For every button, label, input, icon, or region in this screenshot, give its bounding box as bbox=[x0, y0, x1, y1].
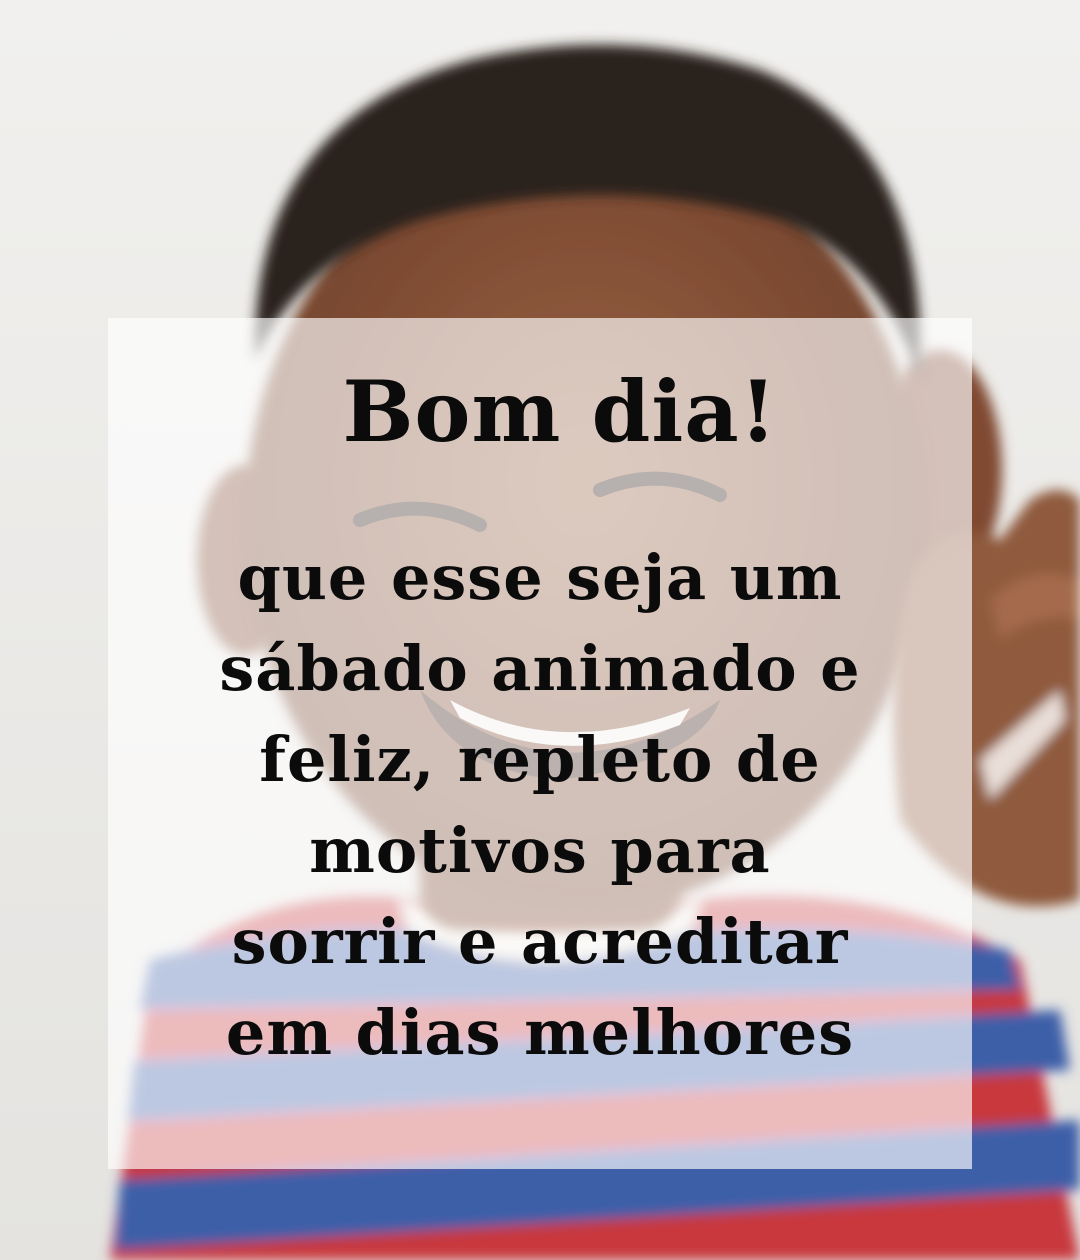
message-line: sorrir e acreditar bbox=[231, 905, 849, 978]
message-line: que esse seja um bbox=[237, 541, 843, 614]
message-line: feliz, repleto de bbox=[259, 723, 821, 796]
greeting-title: Bom dia! bbox=[342, 362, 778, 461]
message-line: em dias melhores bbox=[225, 996, 855, 1069]
message-line: sábado animado e bbox=[219, 632, 861, 705]
greeting-message bbox=[108, 532, 972, 1078]
message-line: motivos para bbox=[309, 814, 771, 887]
